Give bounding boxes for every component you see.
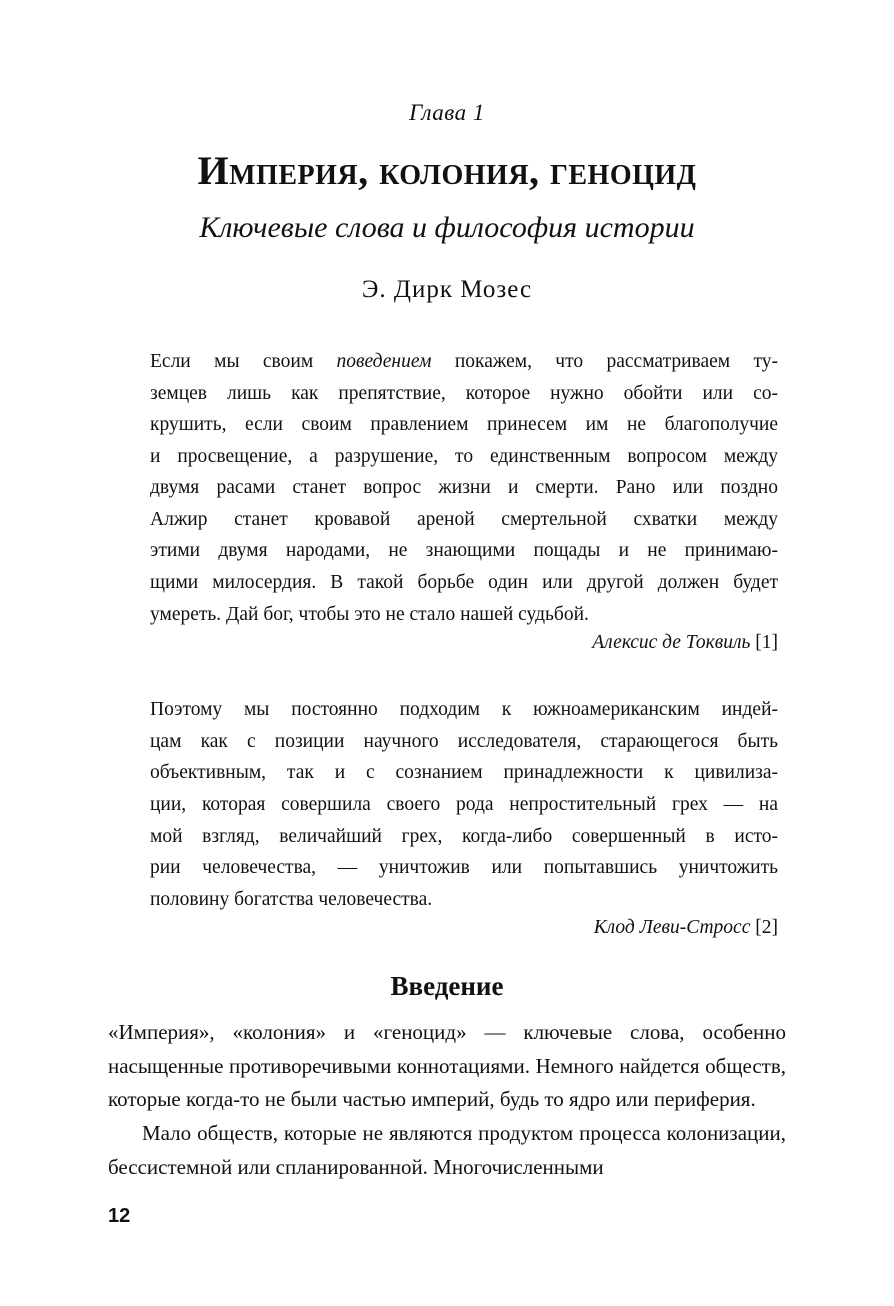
body-paragraph-1: «Империя», «колония» и «геноцид» — ключевые слова, особенно насыщенные противоречивыми коннотациями. Немного найдется обществ, которые когда-то не были частью империй, будь то ядро или периферия. — [108, 1020, 786, 1112]
epigraph-1-line-9: умереть. Дай бог, чтобы это не стало нашей судьбой. — [150, 603, 589, 625]
epigraph-1-line-7: этими двумя народами, не знающими пощады и не принимаю- — [150, 540, 778, 562]
epigraph-2-line-2: цам как с позиции научного исследователя, старающегося быть — [150, 730, 778, 752]
epigraph-1-line-2: земцев лишь как препятствие, которое нужно обойти или со- — [150, 382, 778, 404]
epigraph-1-line-4: и просвещение, а разрушение, то единственным вопросом между — [150, 445, 778, 467]
epigraph-1-source-ref: [1] — [755, 632, 778, 654]
page-title: Империя, колония, геноцид — [197, 148, 697, 193]
chapter-label: Глава 1 — [409, 100, 485, 125]
epigraph-2-line-7: половину богатства человечества. — [150, 888, 433, 910]
epigraph-1-source — [150, 632, 778, 654]
epigraph-1-source-name: Алексис де Токвиль — [592, 632, 751, 654]
body-paragraph-2: Мало обществ, которые не являются продуктом процесса колонизации, бессистемной или спланированной. Многочисленными — [108, 1121, 786, 1179]
epigraph-1-line-5: двумя расами станет вопрос жизни и смерти. Рано или поздно — [150, 477, 778, 499]
page-number: 12 — [108, 1205, 131, 1227]
epigraph-1-line-6: Алжир станет кровавой ареной смертельной схватки между — [150, 508, 778, 530]
epigraph-2-line-1: Поэтому мы постоянно подходим к южноамериканским индей- — [150, 699, 778, 721]
epigraph-1 — [108, 346, 786, 654]
epigraph-spacer — [108, 664, 786, 694]
epigraph-2-source-name: Клод Леви-Стросс — [593, 917, 751, 939]
epigraph-1-line-3: крушить, если своим правлением принесем им не благополучие — [150, 414, 778, 436]
epigraph-2-line-4: ции, которая совершила своего рода непростительный грех — на — [150, 793, 778, 815]
section-heading: Введение — [390, 971, 504, 1002]
epigraph-1-italic-word: поведением — [336, 351, 432, 372]
epigraph-1-line-8: щими милосердия. В такой борьбе один или другой должен будет — [150, 572, 778, 594]
epigraph-2-source — [150, 917, 778, 939]
chapter-author: Э. Дирк Мозес — [361, 276, 533, 303]
epigraph-2-source-ref: [2] — [755, 917, 778, 939]
epigraph-2 — [108, 694, 786, 939]
epigraph-2-line-3: объективным, так и с сознанием принадлежности к цивилиза- — [150, 762, 778, 784]
epigraph-2-line-5: мой взгляд, величайший грех, когда-либо совершенный в исто- — [150, 825, 778, 847]
epigraph-1-line-1: Если мы своим поведением покажем, что рассматриваем ту- — [150, 351, 778, 372]
epigraph-2-line-6: рии человечества, — уничтожив или попытавшись уничтожить — [150, 857, 778, 879]
chapter-subtitle: Ключевые слова и философия истории — [199, 211, 695, 244]
